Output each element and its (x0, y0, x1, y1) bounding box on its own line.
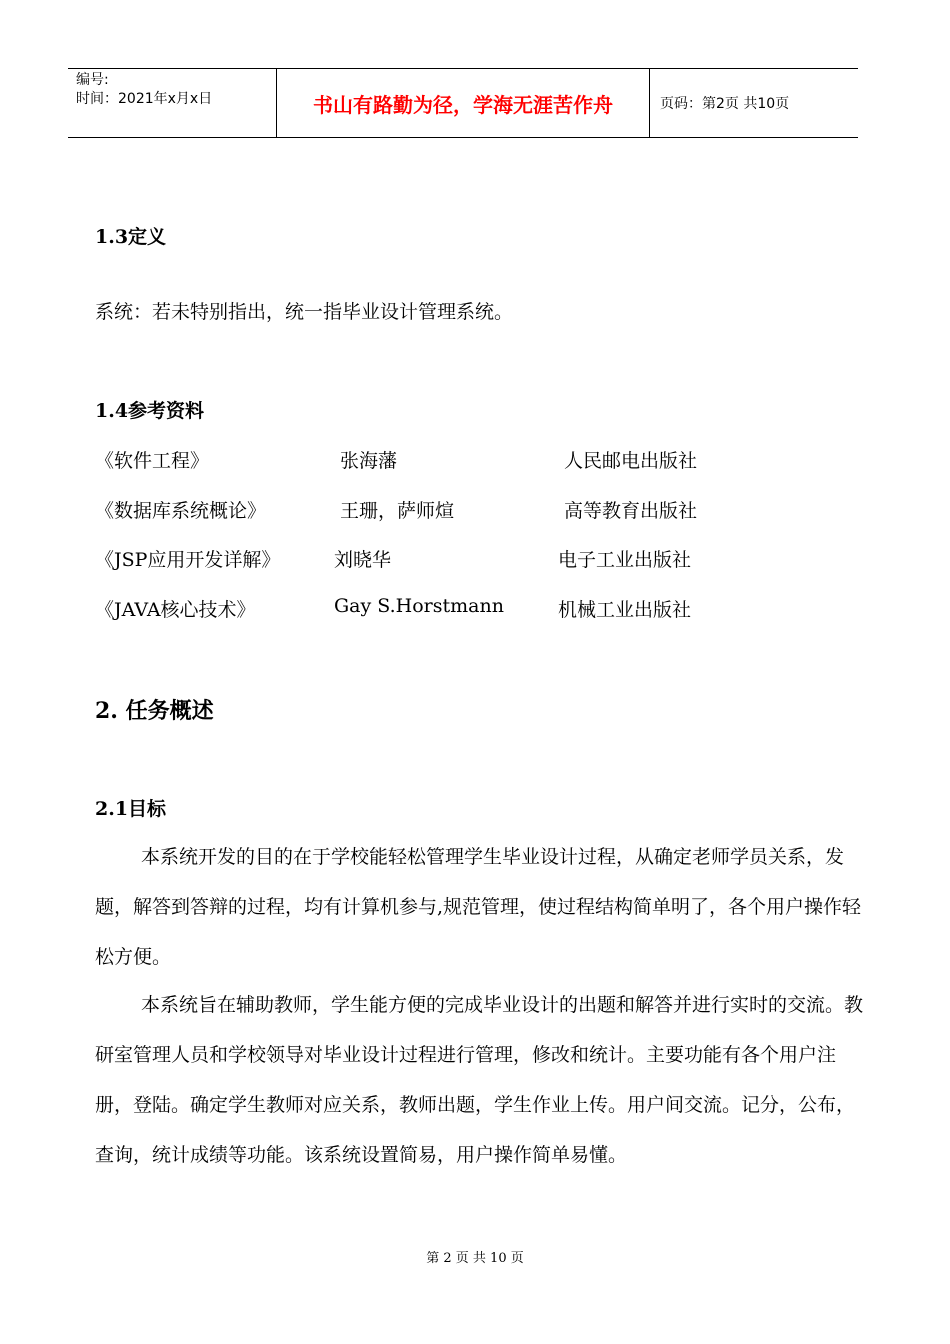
section-1-3-text: 系统：若未特别指出，统一指毕业设计管理系统。 (95, 301, 514, 323)
section-1-3-title: 1.3定义 (95, 226, 167, 248)
reference-title: 《数据库系统概论》 (95, 500, 267, 522)
reference-author: Gay S.Horstmann (334, 595, 504, 617)
reference-publisher: 人民邮电出版社 (564, 450, 698, 472)
goal-paragraph-1: 本系统开发的目的在于学校能轻松管理学生毕业设计过程，从确定老师学员关系，发题，解答到答辩的过程，均有计算机参与,规范管理，使过程结构简单明了，各个用户操作轻松方便。 (95, 846, 862, 968)
reference-publisher: 高等教育出版社 (564, 500, 698, 522)
goal-paragraph-2: 本系统旨在辅助教师，学生能方便的完成毕业设计的出题和解答并进行实时的交流。教研室管理人员和学校领导对毕业设计过程进行管理，修改和统计。主要功能有各个用户注册，登陆。确定学生教师对应关系，教师出题，学生作业上传。用户间交流。记分，公布，查询，统计成绩等功能。该系统设置简易，用户操作简单易懂。 (95, 994, 864, 1166)
section-2-1-title: 2.1目标 (95, 798, 167, 820)
time-label: 时间：2021年x月x日 (76, 91, 213, 107)
header-page-info: 页码：第2页 共10页 (660, 96, 790, 112)
reference-author: 张海藩 (340, 450, 398, 472)
reference-author: 刘晓华 (334, 549, 392, 571)
section-1-4-title: 1.4参考资料 (95, 400, 205, 422)
reference-publisher: 电子工业出版社 (558, 549, 692, 571)
header-motto: 书山有路勤为径，学海无涯苦作舟 (277, 69, 650, 137)
reference-author: 王珊，萨师煊 (340, 500, 455, 522)
page-header (68, 68, 858, 138)
reference-title: 《软件工程》 (95, 450, 210, 472)
section-2-title: 2. 任务概述 (95, 698, 214, 724)
number-label: 编号: (76, 72, 109, 88)
page-footer: 第 2 页 共 10 页 (426, 1251, 524, 1266)
reference-title: 《JSP应用开发详解》 (95, 549, 281, 571)
header-meta (68, 69, 277, 137)
reference-publisher: 机械工业出版社 (558, 599, 692, 621)
reference-title: 《JAVA核心技术》 (95, 599, 256, 621)
